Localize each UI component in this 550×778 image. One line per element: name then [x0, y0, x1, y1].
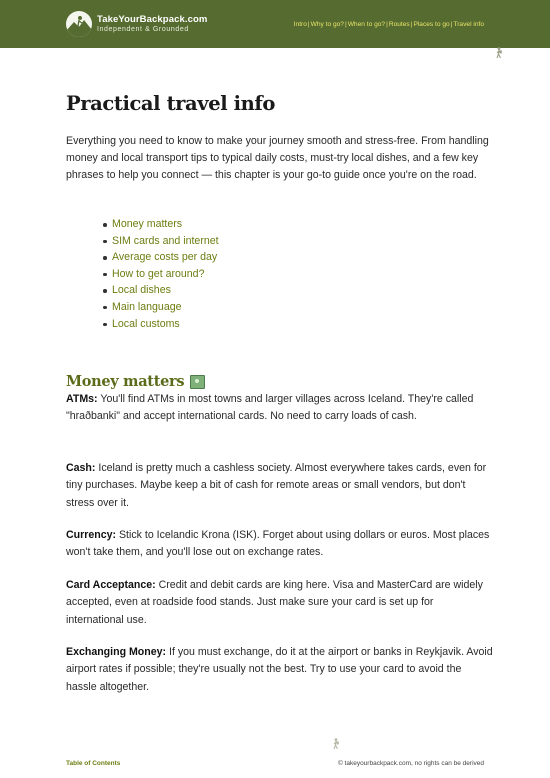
- hiker-icon: [331, 737, 341, 755]
- nav-separator: |: [386, 21, 388, 28]
- nav-item-intro[interactable]: Intro: [293, 21, 307, 28]
- paragraph-term: Cash:: [66, 462, 96, 474]
- paragraph-text: Credit and debit cards are king here. Visa and MasterCard are widely accepted, even at roadside food stands. Just make sure your card is set up for international use.: [66, 579, 483, 626]
- paragraph-text: Stick to Icelandic Krona (ISK). Forget about using dollars or euros. Most places won't take them, and you'll lose out on exchange rates.: [66, 529, 490, 559]
- exchanging-money-paragraph: [66, 644, 494, 696]
- cash-paragraph: [66, 460, 494, 512]
- hiker-icon: [494, 46, 504, 64]
- toc-item-money-matters[interactable]: Money matters: [103, 216, 219, 233]
- toc-item-sim-cards[interactable]: SIM cards and internet: [103, 233, 219, 250]
- nav-item-travel-info[interactable]: Travel info: [453, 21, 484, 28]
- table-of-contents-link[interactable]: Table of Contents: [66, 760, 121, 767]
- toc-item-main-language[interactable]: Main language: [103, 299, 219, 316]
- brand-tagline: Independent & Grounded: [97, 26, 189, 33]
- header-bar: [0, 0, 550, 48]
- nav-item-why-to-go[interactable]: Why to go?: [310, 21, 344, 28]
- toc-item-get-around[interactable]: How to get around?: [103, 266, 219, 283]
- top-nav: [294, 21, 484, 28]
- atms-paragraph: [66, 391, 494, 426]
- intro-paragraph: Everything you need to know to make your journey smooth and stress-free. From handling money and local transport tips to typical daily costs, must-try local dishes, and a few key phrases to help you connect — this chapter is your go-to guide once you're on the road.: [66, 135, 489, 181]
- paragraph-text: You'll find ATMs in most towns and larger villages across Iceland. They're called "hraðbanki" and accept international cards. No need to carry loads of cash.: [66, 393, 474, 423]
- nav-separator: |: [344, 21, 347, 28]
- paragraph-term: Exchanging Money:: [66, 646, 167, 658]
- chapter-toc: [103, 216, 219, 332]
- nav-item-places-to-go[interactable]: Places to go: [413, 21, 450, 28]
- toc-item-local-customs[interactable]: Local customs: [103, 316, 219, 333]
- copyright-notice: © takeyourbackpack.com, no rights can be derived: [337, 760, 484, 767]
- nav-separator: |: [450, 21, 453, 28]
- paragraph-text: If you must exchange, do it at the airport or banks in Reykjavik. Avoid airport rates if possible; they're usually not the best. Try to use your card to avoid the hassle altogether.: [66, 646, 493, 693]
- section-heading: [66, 373, 205, 390]
- nav-item-routes[interactable]: Routes: [388, 21, 410, 28]
- money-icon: [190, 375, 205, 389]
- paragraph-text: Iceland is pretty much a cashless society. Almost everywhere takes cards, even for tiny purchases. Maybe keep a bit of cash for remote areas or small vendors, but don't stress over it.: [66, 462, 487, 509]
- toc-item-local-dishes[interactable]: Local dishes: [103, 282, 219, 299]
- page-title: Practical travel info: [66, 92, 275, 115]
- paragraph-term: Currency:: [66, 529, 117, 541]
- brand-name[interactable]: TakeYourBackpack.com: [97, 14, 208, 25]
- toc-item-average-costs[interactable]: Average costs per day: [103, 249, 219, 266]
- nav-item-when-to-go[interactable]: When to go?: [347, 21, 386, 28]
- paragraph-term: Card Acceptance:: [66, 579, 156, 591]
- logo-icon[interactable]: [66, 11, 92, 37]
- nav-separator: |: [307, 21, 310, 28]
- section-title: Money matters: [66, 373, 185, 390]
- nav-separator: |: [410, 21, 413, 28]
- paragraph-term: ATMs:: [66, 393, 98, 405]
- card-acceptance-paragraph: [66, 577, 494, 629]
- currency-paragraph: [66, 527, 494, 562]
